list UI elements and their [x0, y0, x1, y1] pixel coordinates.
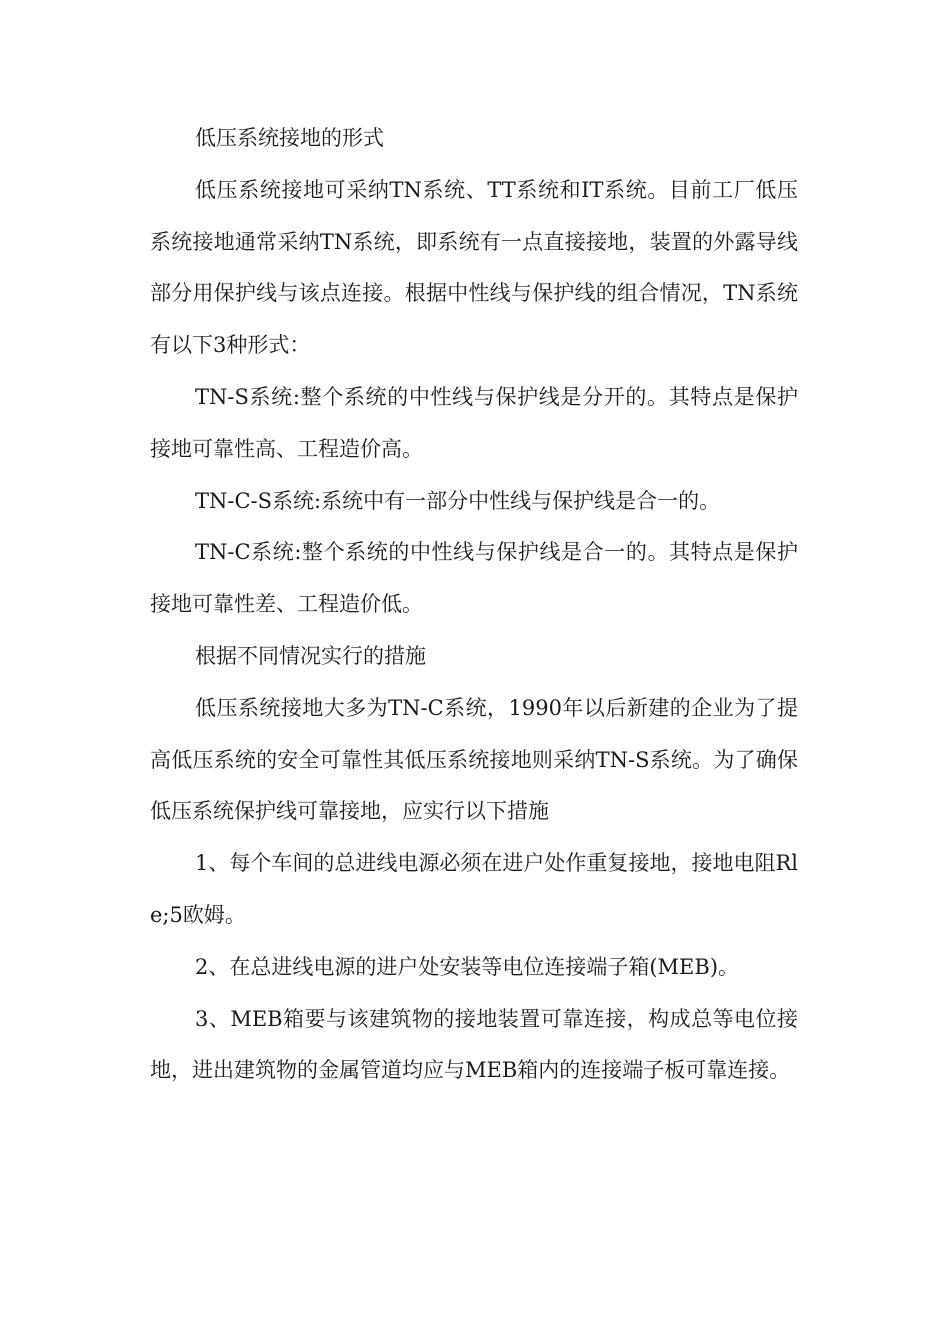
document-body — [150, 113, 798, 1097]
list-item-measure-3: 3、MEB箱要与该建筑物的接地装置可靠连接，构成总等电位接地，进出建筑物的金属管道均应与MEB箱内的连接端子板可靠连接。 — [150, 1006, 798, 1083]
paragraph-measures-intro: 低压系统接地大多为TN-C系统，1990年以后新建的企业为了提高低压系统的安全可靠性其低压系统接地则采纳TN-S系统。为了确保低压系统保护线可靠接地，应实行以下措施 — [150, 695, 798, 824]
list-item-measure-1: 1、每个车间的总进线电源必须在进户处作重复接地，接地电阻Rle;5欧姆。 — [150, 851, 798, 927]
paragraph-tn-s: TN-S系统:整个系统的中性线与保护线是分开的。其特点是保护接地可靠性高、工程造价高。 — [150, 384, 798, 461]
paragraph-intro: 低压系统接地可采纳TN系统、TT系统和IT系统。目前工厂低压系统接地通常采纳TN系统，即系统有一点直接接地，装置的外露导线部分用保护线与该点连接。根据中性线与保护线的组合情况，TN系统有以下3种形式： — [150, 177, 798, 358]
section-heading-measures: 根据不同情况实行的措施 — [195, 643, 426, 668]
section-heading-grounding-forms: 低压系统接地的形式 — [195, 126, 384, 150]
paragraph-tn-c: TN-C系统:整个系统的中性线与保护线是合一的。其特点是保护接地可靠性差、工程造价低。 — [150, 540, 798, 617]
list-item-measure-2: 2、在总进线电源的进户处安装等电位连接端子箱(MEB)。 — [195, 954, 740, 979]
paragraph-tn-c-s: TN-C-S系统:系统中有一部分中性线与保护线是合一的。 — [195, 488, 721, 513]
